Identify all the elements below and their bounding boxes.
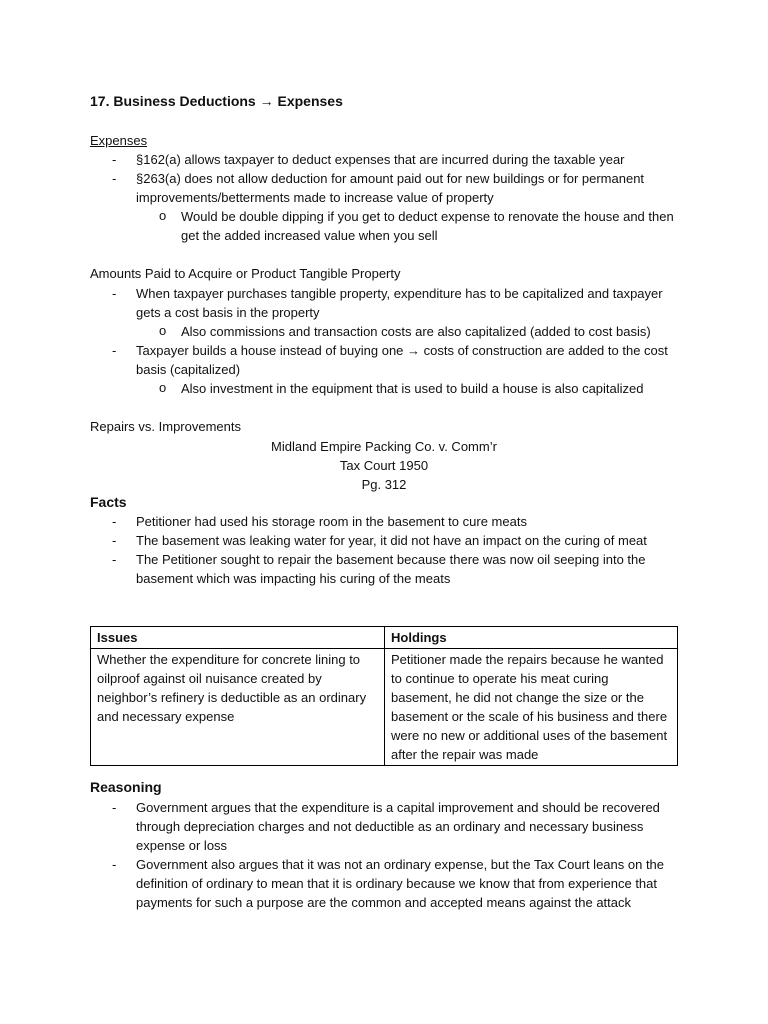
- list-item: [90, 855, 690, 912]
- sub-list: [136, 322, 690, 341]
- amounts-heading: Amounts Paid to Acquire or Product Tangible Property: [90, 266, 401, 281]
- holding-cell: Petitioner made the repairs because he wanted to continue to operate his meat curing basement, he did not change the size or the basement or the scale of his business and there were no new or additional uses of the basement after the repair was made: [385, 649, 678, 766]
- table-header-row: [91, 627, 678, 649]
- facts-bullet-2: The basement was leaking water for year, it did not have an impact on the curing of meat: [136, 533, 647, 548]
- sub-list-item: [136, 379, 690, 398]
- case-page: Pg. 312: [361, 477, 407, 492]
- facts-bullet-3: The Petitioner sought to repair the basement because there was now oil seeping into the basement which was impacting his curing of the meats: [136, 552, 646, 586]
- list-item: [90, 550, 690, 588]
- sub-list: [136, 379, 690, 398]
- list-item: [90, 512, 690, 531]
- reasoning-heading: Reasoning: [90, 779, 162, 795]
- document-title: 17. Business Deductions → Expenses: [90, 93, 343, 109]
- facts-bullet-1: Petitioner had used his storage room in the basement to cure meats: [136, 514, 527, 529]
- issue-cell: Whether the expenditure for concrete lining to oilproof against oil nuisance created by neighbor’s refinery is deductible as an ordinary and necessary expense: [91, 649, 385, 766]
- list-item: [90, 341, 690, 398]
- list-item: [90, 531, 690, 550]
- table-row: [91, 649, 678, 766]
- list-item: [90, 798, 690, 855]
- expenses-list: [90, 150, 690, 245]
- list-item: [90, 150, 690, 169]
- amounts-bullet-2: Taxpayer builds a house instead of buying one → costs of construction are added to the cost basis (capitalized): [136, 343, 668, 377]
- expenses-heading: Expenses: [90, 133, 148, 148]
- amounts-bullet-1: When taxpayer purchases tangible property, expenditure has to be capitalized and taxpayer gets a cost basis in the property: [136, 286, 663, 320]
- expenses-sub-bullet: Would be double dipping if you get to deduct expense to renovate the house and then get the added increased value when you sell: [181, 209, 674, 243]
- sub-list-item: [136, 207, 690, 245]
- amounts-sub-bullet-1: Also commissions and transaction costs are also capitalized (added to cost basis): [181, 324, 651, 339]
- amounts-list: [90, 284, 690, 398]
- amounts-sub-bullet-2: Also investment in the equipment that is used to build a house is also capitalized: [181, 381, 644, 396]
- case-name: Midland Empire Packing Co. v. Comm’r: [271, 439, 497, 454]
- sub-list: [136, 207, 690, 245]
- sub-list-item: [136, 322, 690, 341]
- issues-column-header: Issues: [91, 627, 385, 649]
- reasoning-list: [90, 798, 690, 912]
- list-item: [90, 284, 690, 341]
- holdings-column-header: Holdings: [385, 627, 678, 649]
- facts-list: [90, 512, 690, 588]
- issues-holdings-table: [90, 626, 678, 766]
- list-item: [90, 169, 690, 245]
- case-court: Tax Court 1950: [339, 458, 429, 473]
- reasoning-bullet-1: Government argues that the expenditure is a capital improvement and should be recovered through depreciation charges and not deductible as an ordinary and necessary business expense or loss: [136, 800, 660, 853]
- facts-heading: Facts: [90, 494, 127, 510]
- repairs-heading: Repairs vs. Improvements: [90, 419, 241, 434]
- reasoning-bullet-2: Government also argues that it was not an ordinary expense, but the Tax Court leans on the definition of ordinary to mean that it is ordinary because we know that from experience that payments for such a purpose are the common and accepted means against the attack: [136, 857, 665, 910]
- expenses-bullet-2: §263(a) does not allow deduction for amount paid out for new buildings or for permanent improvements/betterments made to increase value of property: [136, 171, 645, 205]
- expenses-bullet-1: §162(a) allows taxpayer to deduct expenses that are incurred during the taxable year: [136, 152, 625, 167]
